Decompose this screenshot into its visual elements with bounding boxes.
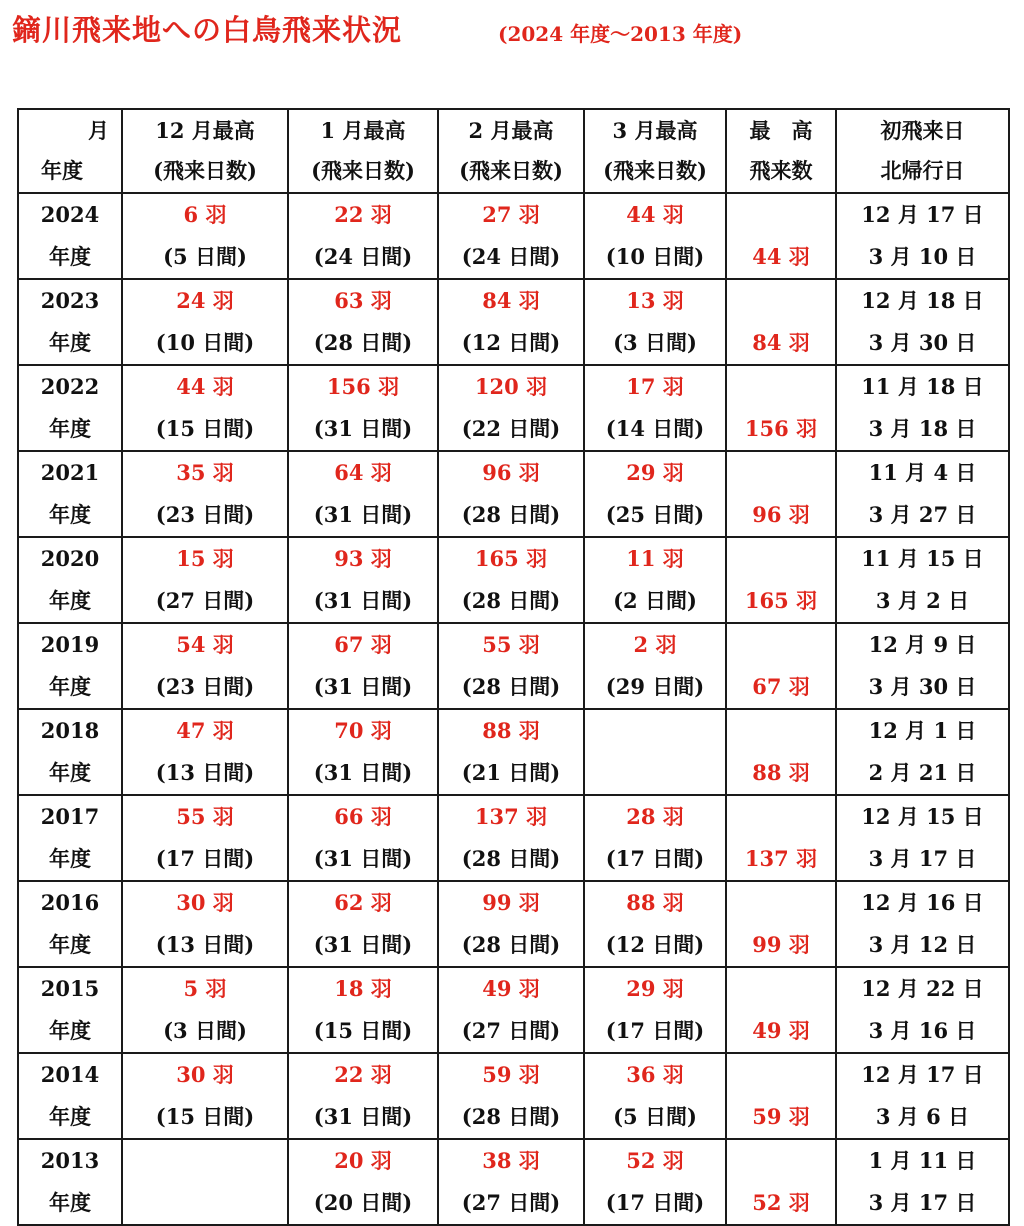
max-cell-spacer bbox=[727, 882, 835, 924]
max-count: 49 羽 bbox=[752, 1018, 810, 1043]
month-cell bbox=[288, 709, 438, 795]
month-max-count: 44 羽 bbox=[626, 202, 684, 227]
year-cell bbox=[18, 967, 122, 1053]
month-max-count: 17 羽 bbox=[626, 374, 684, 399]
year-cell bbox=[18, 537, 122, 623]
month-cell bbox=[438, 279, 584, 365]
month-max-count: 30 羽 bbox=[176, 890, 234, 915]
month-max-count: 36 羽 bbox=[626, 1062, 684, 1087]
month-days: (27 日間) bbox=[461, 1190, 561, 1215]
month-max-count: 15 羽 bbox=[176, 546, 234, 571]
first-arrival-date: 11 月 4 日 bbox=[868, 460, 977, 485]
month-cell bbox=[288, 451, 438, 537]
month-cell bbox=[584, 1139, 726, 1225]
month-days: (28 日間) bbox=[461, 588, 561, 613]
table-row bbox=[18, 365, 1009, 451]
month-max-count: 2 羽 bbox=[633, 632, 677, 657]
month-cell bbox=[584, 967, 726, 1053]
swan-arrival-table bbox=[17, 108, 1010, 1226]
month-cell bbox=[584, 193, 726, 279]
month-days: (24 日間) bbox=[313, 244, 413, 269]
month-cell bbox=[438, 1139, 584, 1225]
dates-cell bbox=[836, 451, 1009, 537]
month-days: (13 日間) bbox=[155, 760, 255, 785]
month-days: (31 日間) bbox=[313, 588, 413, 613]
departure-date: 3 月 12 日 bbox=[868, 932, 977, 957]
month-max-count: 20 羽 bbox=[334, 1148, 392, 1173]
first-arrival-date: 1 月 11 日 bbox=[868, 1148, 977, 1173]
max-cell bbox=[726, 193, 836, 279]
table-row bbox=[18, 1139, 1009, 1225]
month-days: (15 日間) bbox=[313, 1018, 413, 1043]
max-count: 44 羽 bbox=[752, 244, 810, 269]
month-days: (31 日間) bbox=[313, 932, 413, 957]
year-cell bbox=[18, 881, 122, 967]
dates-cell bbox=[836, 1139, 1009, 1225]
month-cell bbox=[122, 193, 288, 279]
month-cell bbox=[122, 967, 288, 1053]
month-days: (31 日間) bbox=[313, 416, 413, 441]
month-max-count: 29 羽 bbox=[626, 976, 684, 1001]
max-cell bbox=[726, 1139, 836, 1225]
month-cell bbox=[122, 451, 288, 537]
month-days: (13 日間) bbox=[155, 932, 255, 957]
header-dec: 12 月最高 (飛来日数) bbox=[122, 109, 288, 193]
month-max-count: 137 羽 bbox=[474, 804, 548, 829]
month-cell bbox=[122, 279, 288, 365]
month-max-count: 59 羽 bbox=[482, 1062, 540, 1087]
month-days: (31 日間) bbox=[313, 674, 413, 699]
month-days: (28 日間) bbox=[461, 846, 561, 871]
departure-date: 3 月 17 日 bbox=[868, 1190, 977, 1215]
month-max-count: 30 羽 bbox=[176, 1062, 234, 1087]
month-cell bbox=[288, 1053, 438, 1139]
departure-date: 3 月 18 日 bbox=[868, 416, 977, 441]
month-cell bbox=[584, 537, 726, 623]
month-days: (23 日間) bbox=[155, 674, 255, 699]
month-cell bbox=[122, 537, 288, 623]
year-cell bbox=[18, 1139, 122, 1225]
departure-date: 3 月 2 日 bbox=[875, 588, 970, 613]
month-max-count: 99 羽 bbox=[482, 890, 540, 915]
max-cell bbox=[726, 279, 836, 365]
max-count: 88 羽 bbox=[752, 760, 810, 785]
month-cell bbox=[438, 795, 584, 881]
month-cell bbox=[438, 451, 584, 537]
month-cell bbox=[288, 967, 438, 1053]
month-cell bbox=[438, 881, 584, 967]
month-cell bbox=[438, 365, 584, 451]
year-label: 年度 bbox=[49, 588, 91, 613]
max-count: 84 羽 bbox=[752, 330, 810, 355]
month-max-count: 88 羽 bbox=[482, 718, 540, 743]
header-max: 最 高 飛来数 bbox=[726, 109, 836, 193]
year-value: 2024 bbox=[40, 202, 100, 227]
year-cell bbox=[18, 279, 122, 365]
month-max-count: 5 羽 bbox=[183, 976, 227, 1001]
departure-date: 3 月 16 日 bbox=[868, 1018, 977, 1043]
max-cell bbox=[726, 451, 836, 537]
month-cell bbox=[122, 881, 288, 967]
first-arrival-date: 12 月 17 日 bbox=[861, 1062, 984, 1087]
table-row bbox=[18, 881, 1009, 967]
month-days: (31 日間) bbox=[313, 760, 413, 785]
month-max-count: 54 羽 bbox=[176, 632, 234, 657]
departure-date: 3 月 30 日 bbox=[868, 330, 977, 355]
page-subtitle: (2024 年度～2013 年度) bbox=[498, 22, 743, 46]
year-value: 2021 bbox=[40, 460, 100, 485]
max-cell-spacer bbox=[727, 538, 835, 580]
max-count: 99 羽 bbox=[752, 932, 810, 957]
max-cell bbox=[726, 365, 836, 451]
month-cell bbox=[122, 1053, 288, 1139]
max-cell-spacer bbox=[727, 796, 835, 838]
first-arrival-date: 12 月 9 日 bbox=[868, 632, 977, 657]
table-row bbox=[18, 795, 1009, 881]
month-max-count: 44 羽 bbox=[176, 374, 234, 399]
departure-date: 3 月 10 日 bbox=[868, 244, 977, 269]
month-days: (28 日間) bbox=[313, 330, 413, 355]
month-max-count: 70 羽 bbox=[334, 718, 392, 743]
max-cell bbox=[726, 881, 836, 967]
max-cell-spacer bbox=[727, 194, 835, 236]
month-max-count: 38 羽 bbox=[482, 1148, 540, 1173]
month-days: (31 日間) bbox=[313, 846, 413, 871]
max-cell-spacer bbox=[727, 710, 835, 752]
first-arrival-date: 12 月 16 日 bbox=[861, 890, 984, 915]
year-label: 年度 bbox=[49, 1104, 91, 1129]
month-days: (23 日間) bbox=[155, 502, 255, 527]
max-cell-spacer bbox=[727, 1054, 835, 1096]
month-days: (17 日間) bbox=[605, 1018, 705, 1043]
departure-date: 2 月 21 日 bbox=[868, 760, 977, 785]
month-max-count: 49 羽 bbox=[482, 976, 540, 1001]
max-cell bbox=[726, 1053, 836, 1139]
max-count: 165 羽 bbox=[744, 588, 818, 613]
max-cell bbox=[726, 537, 836, 623]
year-label: 年度 bbox=[49, 760, 91, 785]
month-max-count: 11 羽 bbox=[626, 546, 684, 571]
max-cell bbox=[726, 709, 836, 795]
month-days: (3 日間) bbox=[613, 330, 697, 355]
month-max-count: 29 羽 bbox=[626, 460, 684, 485]
max-cell-spacer bbox=[727, 968, 835, 1010]
dates-cell bbox=[836, 193, 1009, 279]
year-cell bbox=[18, 193, 122, 279]
year-cell bbox=[18, 365, 122, 451]
month-cell bbox=[584, 623, 726, 709]
max-cell-spacer bbox=[727, 1140, 835, 1182]
month-max-count: 28 羽 bbox=[626, 804, 684, 829]
month-max-count: 88 羽 bbox=[626, 890, 684, 915]
year-value: 2013 bbox=[40, 1148, 100, 1173]
page-title: 鏑川飛来地への白鳥飛来状況 bbox=[12, 13, 403, 47]
month-max-count: 35 羽 bbox=[176, 460, 234, 485]
dates-cell bbox=[836, 1053, 1009, 1139]
first-arrival-date: 12 月 1 日 bbox=[868, 718, 977, 743]
month-days: (15 日間) bbox=[155, 416, 255, 441]
month-days: (12 日間) bbox=[605, 932, 705, 957]
year-value: 2022 bbox=[40, 374, 100, 399]
month-cell bbox=[438, 1053, 584, 1139]
first-arrival-date: 12 月 15 日 bbox=[861, 804, 984, 829]
month-cell bbox=[122, 1139, 288, 1225]
max-cell bbox=[726, 623, 836, 709]
month-max-count: 47 羽 bbox=[176, 718, 234, 743]
month-cell bbox=[288, 193, 438, 279]
year-cell bbox=[18, 1053, 122, 1139]
dates-cell bbox=[836, 623, 1009, 709]
header-mar: 3 月最高 (飛来日数) bbox=[584, 109, 726, 193]
month-cell bbox=[438, 967, 584, 1053]
year-label: 年度 bbox=[49, 244, 91, 269]
month-cell bbox=[288, 795, 438, 881]
month-max-count: 66 羽 bbox=[334, 804, 392, 829]
year-value: 2018 bbox=[40, 718, 100, 743]
year-cell bbox=[18, 623, 122, 709]
month-cell bbox=[438, 623, 584, 709]
year-value: 2016 bbox=[40, 890, 100, 915]
month-days: (28 日間) bbox=[461, 502, 561, 527]
table-body bbox=[18, 193, 1009, 1225]
month-max-count: 93 羽 bbox=[334, 546, 392, 571]
header-jan: 1 月最高 (飛来日数) bbox=[288, 109, 438, 193]
header-row bbox=[18, 109, 1009, 193]
month-days: (10 日間) bbox=[605, 244, 705, 269]
table-row bbox=[18, 709, 1009, 795]
month-max-count: 18 羽 bbox=[334, 976, 392, 1001]
month-cell bbox=[584, 1053, 726, 1139]
max-cell-spacer bbox=[727, 624, 835, 666]
month-max-count: 52 羽 bbox=[626, 1148, 684, 1173]
month-cell bbox=[584, 279, 726, 365]
month-max-count: 165 羽 bbox=[474, 546, 548, 571]
departure-date: 3 月 17 日 bbox=[868, 846, 977, 871]
max-cell-spacer bbox=[727, 452, 835, 494]
month-days: (22 日間) bbox=[461, 416, 561, 441]
month-days: (31 日間) bbox=[313, 1104, 413, 1129]
header-feb: 2 月最高 (飛来日数) bbox=[438, 109, 584, 193]
year-label: 年度 bbox=[49, 1190, 91, 1215]
month-max-count: 24 羽 bbox=[176, 288, 234, 313]
table-row bbox=[18, 967, 1009, 1053]
month-days: (25 日間) bbox=[605, 502, 705, 527]
month-max-count: 27 羽 bbox=[482, 202, 540, 227]
month-days: (28 日間) bbox=[461, 674, 561, 699]
month-max-count: 6 羽 bbox=[183, 202, 227, 227]
departure-date: 3 月 6 日 bbox=[875, 1104, 970, 1129]
departure-date: 3 月 30 日 bbox=[868, 674, 977, 699]
year-label: 年度 bbox=[49, 1018, 91, 1043]
departure-date: 3 月 27 日 bbox=[868, 502, 977, 527]
max-cell-spacer bbox=[727, 366, 835, 408]
month-days: (3 日間) bbox=[163, 1018, 247, 1043]
month-cell bbox=[438, 537, 584, 623]
max-count: 52 羽 bbox=[752, 1190, 810, 1215]
year-value: 2019 bbox=[40, 632, 100, 657]
dates-cell bbox=[836, 967, 1009, 1053]
month-days: (15 日間) bbox=[155, 1104, 255, 1129]
table-row bbox=[18, 537, 1009, 623]
month-cell bbox=[438, 709, 584, 795]
month-days: (29 日間) bbox=[605, 674, 705, 699]
max-count: 156 羽 bbox=[744, 416, 818, 441]
dates-cell bbox=[836, 709, 1009, 795]
year-cell bbox=[18, 795, 122, 881]
month-days: (28 日間) bbox=[461, 932, 561, 957]
year-label: 年度 bbox=[49, 416, 91, 441]
year-label: 年度 bbox=[49, 674, 91, 699]
max-count: 96 羽 bbox=[752, 502, 810, 527]
header-corner-year: 年度 bbox=[41, 158, 83, 183]
table-row bbox=[18, 1053, 1009, 1139]
header-dates: 初飛来日 北帰行日 bbox=[836, 109, 1009, 193]
month-max-count: 120 羽 bbox=[474, 374, 548, 399]
dates-cell bbox=[836, 881, 1009, 967]
month-days: (20 日間) bbox=[313, 1190, 413, 1215]
month-cell bbox=[438, 193, 584, 279]
month-days: (14 日間) bbox=[605, 416, 705, 441]
month-cell bbox=[584, 881, 726, 967]
year-label: 年度 bbox=[49, 502, 91, 527]
month-max-count: 55 羽 bbox=[482, 632, 540, 657]
month-max-count: 67 羽 bbox=[334, 632, 392, 657]
first-arrival-date: 11 月 15 日 bbox=[861, 546, 984, 571]
year-label: 年度 bbox=[49, 846, 91, 871]
month-cell bbox=[122, 795, 288, 881]
month-cell bbox=[288, 279, 438, 365]
max-cell bbox=[726, 967, 836, 1053]
month-cell bbox=[122, 623, 288, 709]
header-corner-month: 月 bbox=[88, 118, 109, 143]
month-days: (17 日間) bbox=[605, 1190, 705, 1215]
year-value: 2015 bbox=[40, 976, 100, 1001]
year-label: 年度 bbox=[49, 932, 91, 957]
month-cell bbox=[584, 795, 726, 881]
month-cell bbox=[288, 623, 438, 709]
max-cell bbox=[726, 795, 836, 881]
max-cell-spacer bbox=[727, 280, 835, 322]
month-max-count: 63 羽 bbox=[334, 288, 392, 313]
max-count: 67 羽 bbox=[752, 674, 810, 699]
month-days: (5 日間) bbox=[613, 1104, 697, 1129]
year-value: 2020 bbox=[40, 546, 100, 571]
month-days: (10 日間) bbox=[155, 330, 255, 355]
first-arrival-date: 11 月 18 日 bbox=[861, 374, 984, 399]
month-days: (21 日間) bbox=[461, 760, 561, 785]
first-arrival-date: 12 月 17 日 bbox=[861, 202, 984, 227]
month-max-count: 13 羽 bbox=[626, 288, 684, 313]
month-days: (27 日間) bbox=[155, 588, 255, 613]
month-max-count: 84 羽 bbox=[482, 288, 540, 313]
month-max-count: 22 羽 bbox=[334, 202, 392, 227]
first-arrival-date: 12 月 22 日 bbox=[861, 976, 984, 1001]
month-days: (31 日間) bbox=[313, 502, 413, 527]
month-days: (5 日間) bbox=[163, 244, 247, 269]
month-days: (2 日間) bbox=[613, 588, 697, 613]
month-days: (17 日間) bbox=[155, 846, 255, 871]
year-cell bbox=[18, 451, 122, 537]
month-max-count: 156 羽 bbox=[326, 374, 400, 399]
month-cell bbox=[288, 537, 438, 623]
year-cell bbox=[18, 709, 122, 795]
month-max-count: 55 羽 bbox=[176, 804, 234, 829]
month-max-count: 64 羽 bbox=[334, 460, 392, 485]
max-count: 137 羽 bbox=[744, 846, 818, 871]
year-value: 2017 bbox=[40, 804, 100, 829]
table-row bbox=[18, 193, 1009, 279]
first-arrival-date: 12 月 18 日 bbox=[861, 288, 984, 313]
month-cell bbox=[584, 365, 726, 451]
dates-cell bbox=[836, 365, 1009, 451]
month-cell bbox=[288, 365, 438, 451]
header-corner bbox=[18, 109, 122, 193]
month-days: (17 日間) bbox=[605, 846, 705, 871]
month-days: (24 日間) bbox=[461, 244, 561, 269]
year-value: 2014 bbox=[40, 1062, 100, 1087]
table-row bbox=[18, 623, 1009, 709]
max-count: 59 羽 bbox=[752, 1104, 810, 1129]
month-max-count: 62 羽 bbox=[334, 890, 392, 915]
month-cell bbox=[584, 709, 726, 795]
month-cell bbox=[122, 365, 288, 451]
dates-cell bbox=[836, 795, 1009, 881]
month-cell bbox=[584, 451, 726, 537]
year-value: 2023 bbox=[40, 288, 100, 313]
month-max-count: 96 羽 bbox=[482, 460, 540, 485]
dates-cell bbox=[836, 537, 1009, 623]
year-label: 年度 bbox=[49, 330, 91, 355]
table-row bbox=[18, 451, 1009, 537]
month-days: (28 日間) bbox=[461, 1104, 561, 1129]
month-cell bbox=[122, 709, 288, 795]
month-cell bbox=[288, 1139, 438, 1225]
table-row bbox=[18, 279, 1009, 365]
month-days: (12 日間) bbox=[461, 330, 561, 355]
dates-cell bbox=[836, 279, 1009, 365]
month-days: (27 日間) bbox=[461, 1018, 561, 1043]
month-max-count: 22 羽 bbox=[334, 1062, 392, 1087]
month-cell bbox=[288, 881, 438, 967]
